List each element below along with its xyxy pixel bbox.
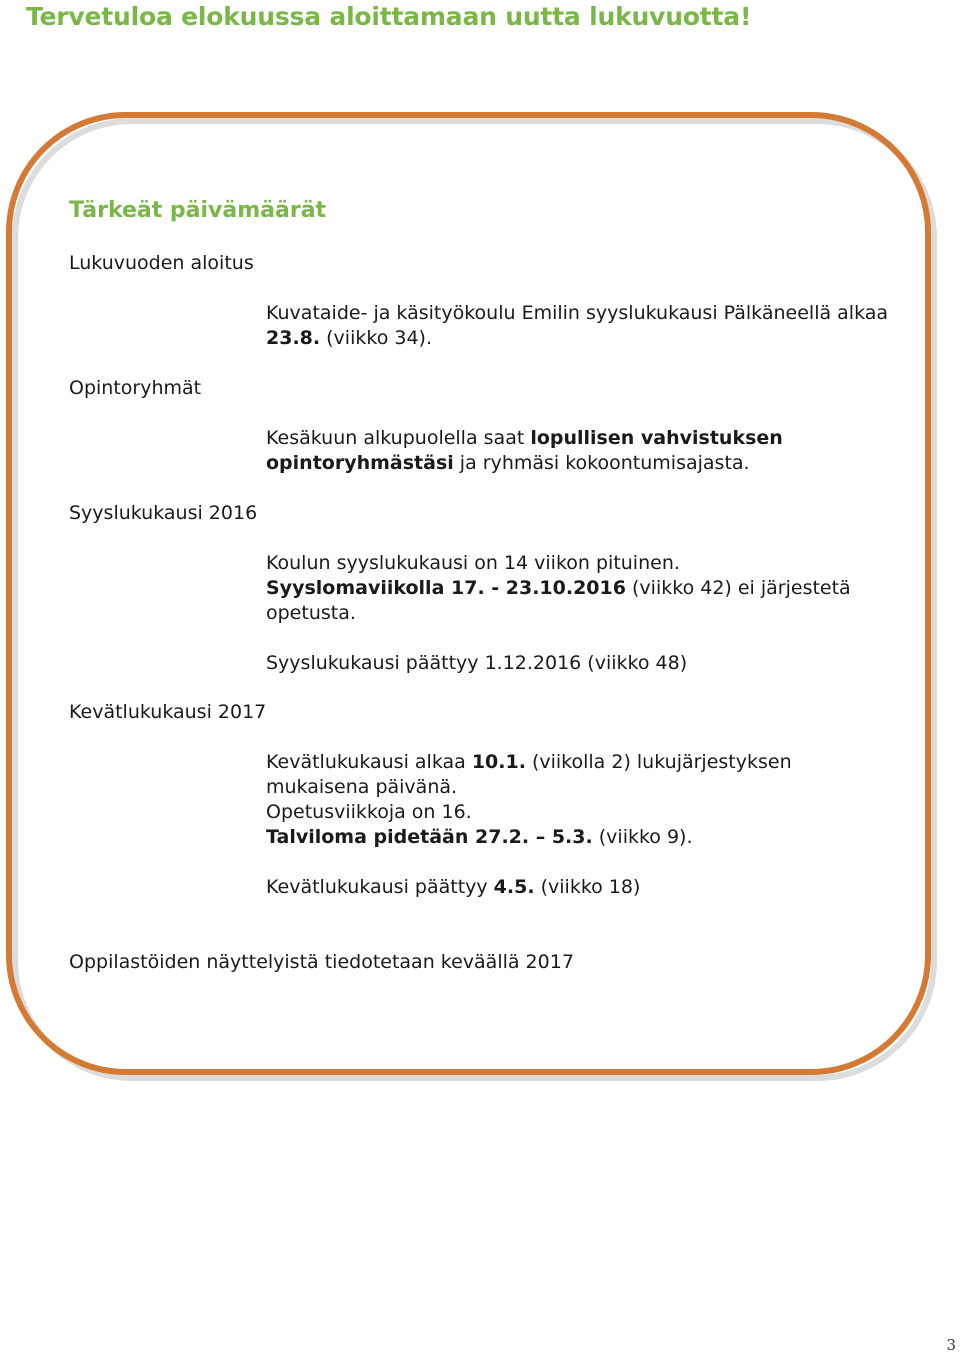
spring-line-1: Kevätlukukausi alkaa 10.1. (viikolla 2) lukujärjestyksen — [266, 751, 792, 773]
spring-end: Kevätlukukausi päättyy 4.5. (viikko 18) — [266, 876, 641, 898]
groups-line-1: Kesäkuun alkupuolella saat lopullisen vahvistuksen — [266, 427, 783, 449]
winter-break-dates: Talviloma pidetään 27.2. – 5.3. — [266, 826, 593, 848]
label-spring: Kevätlukukausi 2017 — [69, 701, 267, 723]
autumn-line-2: Syyslomaviikolla 17. - 23.10.2016 (viikko 42) ei järjestetä — [266, 577, 851, 599]
spring-end-date: 4.5. — [493, 876, 535, 898]
spring-start-date: 10.1. — [471, 751, 526, 773]
groups-line-2: opintoryhmästäsi ja ryhmäsi kokoontumisajasta. — [266, 452, 750, 474]
autumn-line-3: opetusta. — [266, 602, 356, 624]
autumn-line-1: Koulun syyslukukausi on 14 viikon pituinen. — [266, 552, 680, 574]
spring-line-2: mukaisena päivänä. — [266, 776, 458, 798]
label-groups: Opintoryhmät — [69, 377, 202, 399]
spring-line-3: Opetusviikkoja on 16. — [266, 801, 472, 823]
start-date: 23.8. — [266, 327, 321, 349]
autumn-break-dates: Syyslomaviikolla 17. - 23.10.2016 — [266, 577, 626, 599]
spring-line-4: Talviloma pidetään 27.2. – 5.3. (viikko 9). — [266, 826, 693, 848]
section-title: Tärkeät päivämäärät — [69, 198, 327, 223]
label-start: Lukuvuoden aloitus — [69, 252, 254, 274]
start-line-2: 23.8. (viikko 34). — [266, 327, 432, 349]
page-title: Tervetuloa elokuussa aloittamaan uutta lukuvuotta! — [26, 2, 752, 31]
page-number: 3 — [946, 1336, 956, 1354]
start-line-1: Kuvataide- ja käsityökoulu Emilin syyslukukausi Pälkäneellä alkaa — [266, 302, 889, 324]
label-autumn: Syyslukukausi 2016 — [69, 502, 258, 524]
exhibitions-note: Oppilastöiden näyttelyistä tiedotetaan keväällä 2017 — [69, 951, 574, 973]
autumn-end: Syyslukukausi päättyy 1.12.2016 (viikko 48) — [266, 652, 688, 674]
